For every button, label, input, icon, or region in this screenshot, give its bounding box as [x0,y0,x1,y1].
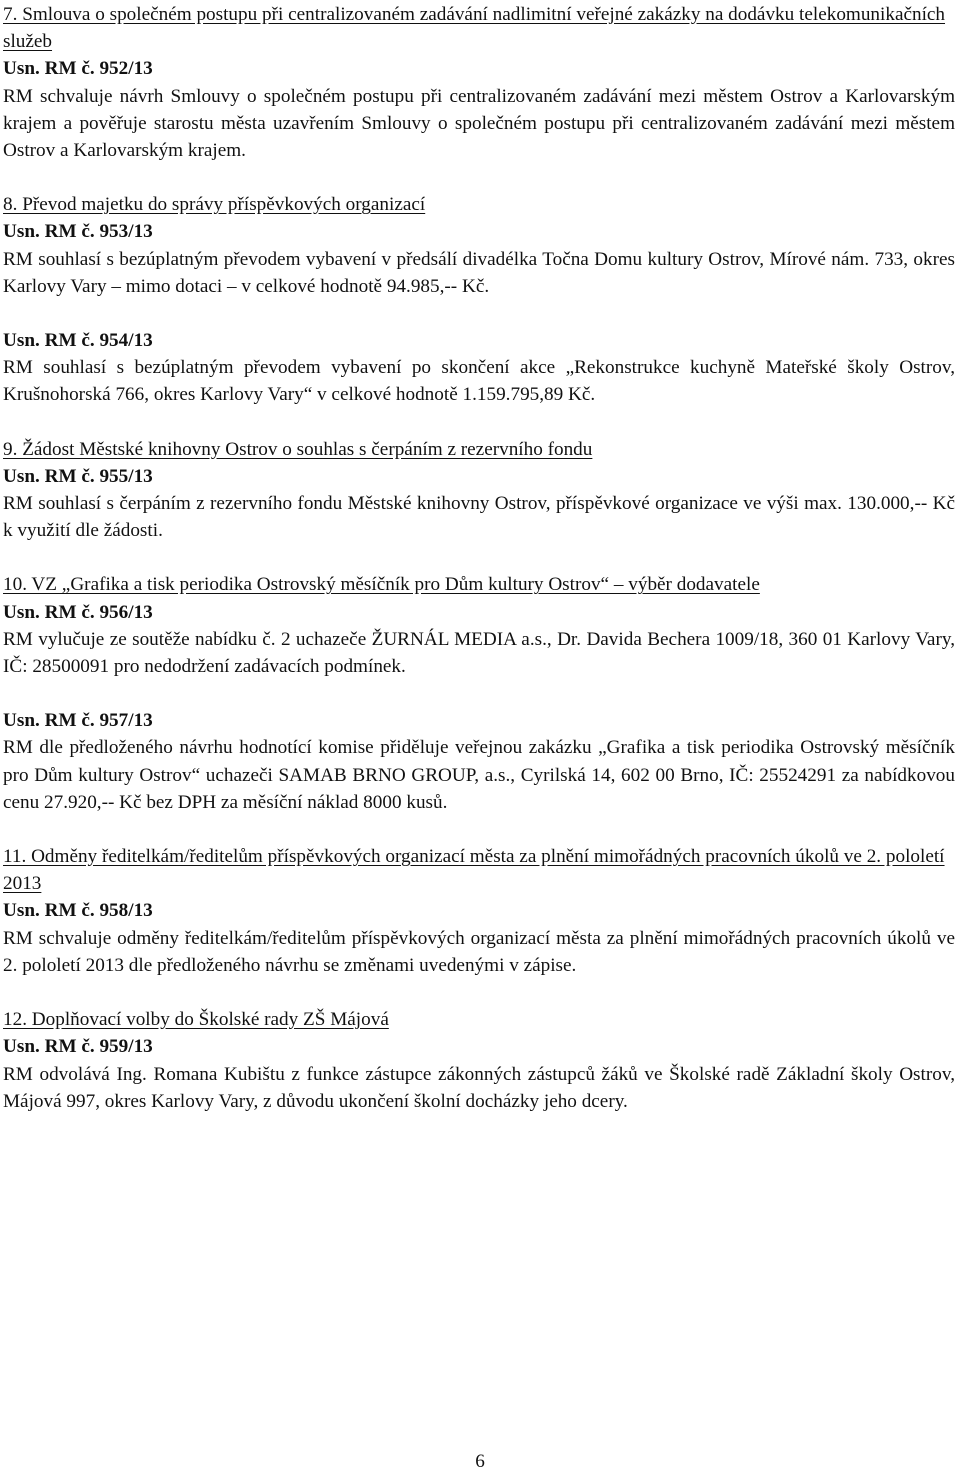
page-number: 6 [475,1451,485,1472]
section-heading: 9. Žádost Městské knihovny Ostrov o souhlas s čerpáním z rezervního fondu [3,438,593,460]
spacer [3,816,955,843]
spacer [3,979,955,1006]
resolution-number: Usn. RM č. 957/13 [3,710,153,732]
section-heading: 12. Doplňovací volby do Školské rady ZŠ Májová [3,1009,389,1031]
document-page [3,1,955,1115]
section-heading: 11. Odměny ředitelkám/ředitelům příspěvkových organizací města za plnění mimořádných pracovních úkolů ve 2. pololetí 2013 [3,846,945,895]
spacer [3,544,955,571]
section-12 [3,1006,955,1115]
spacer [3,680,955,707]
resolution-text: RM souhlasí s bezúplatným převodem vybavení v předsálí divadélka Točna Domu kultury Ostrov, Mírové nám. 733, okres Karlovy Vary – mimo dotaci – v celkové hodnotě 94.985,-- Kč. [3,248,955,297]
resolution-text: RM odvolává Ing. Romana Kubištu z funkce zástupce zákonných zástupců žáků ve Školské radě Základní školy Ostrov, Májová 997, okres Karlovy Vary, z důvodu ukončení školní docházky jeho dcery. [3,1063,955,1112]
resolution-text: RM dle předloženého návrhu hodnotící komise přiděluje veřejnou zakázku „Grafika a tisk periodika Ostrovský měsíčník pro Dům kultury Ostrov“ uchazeči SAMAB BRNO GROUP, a.s., Cyrilská 14, 602 00 Brno, IČ: 25524291 za nabídkovou cenu 27.920,-- Kč bez DPH za měsíční náklad 8000 kusů. [3,737,955,813]
section-heading: 7. Smlouva o společném postupu při centralizovaném zadávání nadlimitní veřejné zakázky na dodávku telekomunikačních služeb [3,4,946,53]
section-10 [3,571,955,816]
resolution-number: Usn. RM č. 955/13 [3,465,153,487]
resolution-text: RM vylučuje ze soutěže nabídku č. 2 uchazeče ŽURNÁL MEDIA a.s., Dr. Davida Bechera 1009/18, 360 01 Karlovy Vary, IČ: 28500091 pro nedodržení zadávacích podmínek. [3,628,955,678]
resolution-number: Usn. RM č. 954/13 [3,330,153,352]
section-7 [3,1,955,164]
resolution-number: Usn. RM č. 959/13 [3,1036,153,1058]
resolution-text: RM souhlasí s bezúplatným převodem vybavení po skončení akce „Rekonstrukce kuchyně Mateřské školy Ostrov, Krušnohorská 766, okres Karlovy Vary“ v celkové hodnotě 1.159.795,89 Kč. [3,357,955,406]
spacer [3,409,955,436]
spacer [3,300,955,327]
section-9 [3,436,955,545]
section-8 [3,191,955,408]
section-11 [3,843,955,979]
resolution-number: Usn. RM č. 958/13 [3,900,153,922]
resolution-number: Usn. RM č. 956/13 [3,601,153,623]
spacer [3,164,955,191]
resolution-text: RM schvaluje návrh Smlouvy o společném postupu při centralizovaném zadávání mezi městem Ostrov a Karlovarským krajem a pověřuje starostu města uzavřením Smlouvy o společném postupu při centralizovaném zadávání mezi městem Ostrov a Karlovarským krajem. [3,85,955,162]
resolution-number: Usn. RM č. 952/13 [3,58,153,80]
resolution-text: RM souhlasí s čerpáním z rezervního fondu Městské knihovny Ostrov, příspěvkové organizace ve výši max. 130.000,-- Kč k využití dle žádosti. [3,493,955,542]
section-heading: 8. Převod majetku do správy příspěvkových organizací [3,194,426,216]
resolution-number: Usn. RM č. 953/13 [3,221,153,243]
resolution-text: RM schvaluje odměny ředitelkám/ředitelům příspěvkových organizací města za plnění mimořádných pracovních úkolů ve 2. pololetí 2013 dle předloženého návrhu se změnami uvedenými v zápise. [3,927,955,976]
section-heading: 10. VZ „Grafika a tisk periodika Ostrovský měsíčník pro Dům kultury Ostrov“ – výběr dodavatele [3,574,760,596]
